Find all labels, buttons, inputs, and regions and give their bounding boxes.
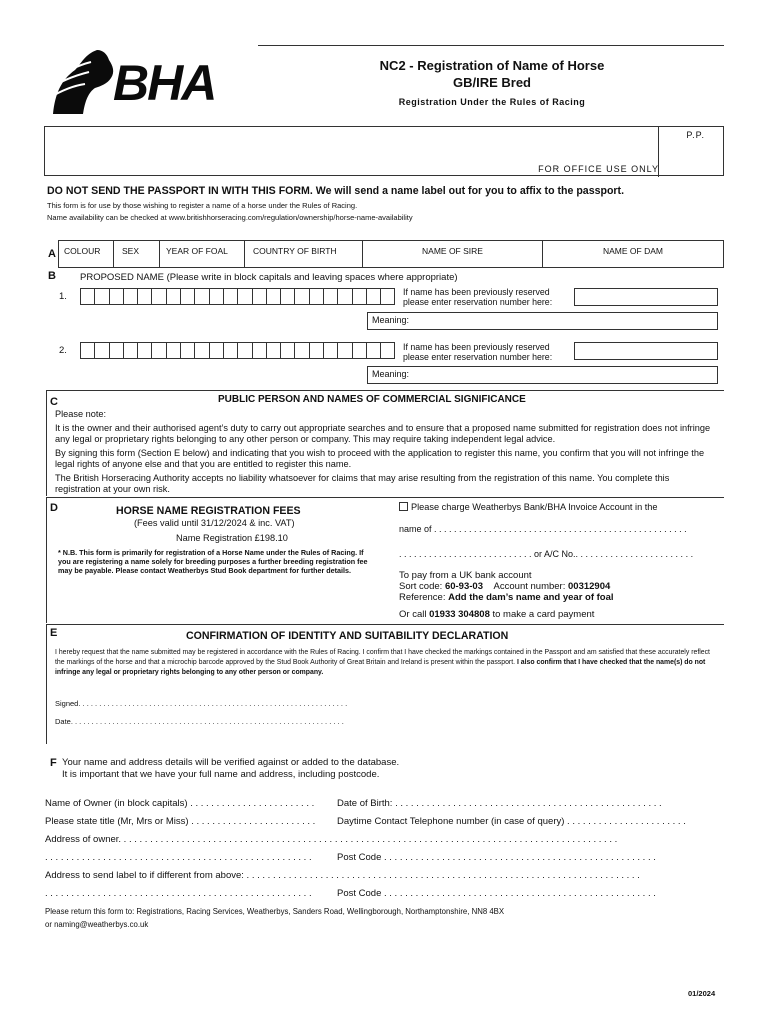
section-c-para-1: It is the owner and their authorised agent’s duty to carry out appropriate searches and to ensure that a proposed name submitted for registration does not infringe any legal or proprietary rights belonging to any other person or company. This may require taking independent legal advice. [55, 423, 711, 444]
label-address-field[interactable]: Address to send label to if different from above: . . . . . . . . . . . . . . . . . . . . . . . . . . . . . . . . . . . . . . . . . . . . . . . . . . . . . . . . . . . . . . . . . . . . . . . . . . . [45, 870, 640, 881]
owner-address-line-2[interactable]: . . . . . . . . . . . . . . . . . . . . . . . . . . . . . . . . . . . . . . . . . . . . . . . . . . . [45, 852, 312, 863]
section-e-letter: E [50, 627, 58, 639]
return-email[interactable]: or naming@weatherbys.co.uk [45, 920, 149, 929]
sort-code-value: 60-93-03 [444, 581, 483, 592]
label-postcode-field[interactable]: Post Code . . . . . . . . . . . . . . . . . . . . . . . . . . . . . . . . . . . . . . . . . . . . . . . . . . . . [337, 888, 656, 899]
section-a-letter: A [48, 248, 56, 260]
section-c-heading: PUBLIC PERSON AND NAMES OF COMMERCIAL SIGNIFICANCE [218, 394, 526, 405]
invoice-checkbox[interactable] [399, 502, 408, 511]
section-c-para-3: The British Horseracing Authority accepts no liability whatsoever for claims that may arise resulting from the registration of this name. You complete this registration at your own risk. [55, 473, 670, 494]
reference-line [399, 592, 614, 603]
owner-name-field[interactable]: Name of Owner (in block capitals) . . . . . . . . . . . . . . . . . . . . . . . . [45, 798, 315, 809]
reference-value: Add the dam’s name and year of foal [448, 592, 614, 603]
horse-head-icon [45, 44, 117, 116]
owner-address-field[interactable]: Address of owner. . . . . . . . . . . . . . . . . . . . . . . . . . . . . . . . . . . . . . . . . . . . . . . . . . . . . . . . . . . . . . . . . . . . . . . . . . . . . . . . . . . . . . . . . . . . . . . [45, 834, 618, 845]
name-of-dam-column[interactable]: NAME OF DAM [603, 246, 663, 256]
choice-1-meaning-input[interactable] [367, 312, 718, 330]
card-payment-phone[interactable]: 01933 304808 [429, 609, 490, 620]
card-payment-suffix: to make a card payment [492, 609, 595, 620]
reserved-line-2: please enter reservation number here: [403, 352, 553, 362]
fees-heading: HORSE NAME REGISTRATION FEES [116, 505, 301, 517]
fees-valid-text: (Fees valid until 31/12/2024 & inc. VAT) [134, 518, 295, 528]
meaning-label: Meaning: [372, 369, 410, 379]
bank-details-line [399, 581, 610, 592]
date-field[interactable]: Date. . . . . . . . . . . . . . . . . . . . . . . . . . . . . . . . . . . . . . . . . . . . . . . . . . . . . . . . . . . . . . . . . . [55, 717, 344, 726]
choice-2-number: 2. [59, 345, 67, 356]
title-field[interactable]: Please state title (Mr, Mrs or Miss) . . . . . . . . . . . . . . . . . . . . . . . . [45, 816, 316, 827]
owner-postcode-field[interactable]: Post Code . . . . . . . . . . . . . . . . . . . . . . . . . . . . . . . . . . . . . . . . . . . . . . . . . . . . [337, 852, 656, 863]
section-f-line-2: It is important that we have your full name and address, including postcode. [62, 769, 380, 780]
passport-notice: DO NOT SEND THE PASSPORT IN WITH THIS FORM. We will send a name label out for you to affix to the passport. [47, 185, 625, 197]
section-a-left-rule [58, 240, 59, 268]
colour-column[interactable]: COLOUR [58, 241, 114, 267]
reference-label: Reference: [399, 592, 446, 603]
pp-divider [658, 127, 659, 177]
invoice-charge-label: Please charge Weatherbys Bank/BHA Invoice Account in the [411, 502, 658, 512]
section-c-para-2: By signing this form (Section E below) and indicating that you wish to proceed with the application to register this name, you confirm that you will not infringe the legal rights of anyone else and that you are entitled to register this name. [55, 448, 705, 469]
uk-bank-heading: To pay from a UK bank account [399, 570, 532, 581]
header-rule [258, 45, 724, 46]
section-f-letter: F [50, 757, 57, 769]
choice-1-letter-boxes[interactable] [80, 288, 395, 305]
form-subtitle-bred: GB/IRE Bred [452, 75, 531, 90]
choice-1-reserved-text [403, 287, 552, 307]
country-of-birth-column[interactable]: COUNTRY OF BIRTH [245, 241, 363, 267]
fee-amount: Name Registration £198.10 [176, 533, 288, 543]
or-call-label: Or call [399, 609, 427, 620]
reserved-line-2: please enter reservation number here: [403, 297, 553, 307]
section-c-please-note: Please note: [55, 409, 107, 419]
section-b-letter: B [48, 270, 56, 282]
bha-logo [45, 44, 240, 116]
meaning-label: Meaning: [372, 315, 410, 325]
reserved-line-1: If name has been previously reserved [403, 287, 550, 297]
form-version: 01/2024 [688, 989, 716, 998]
form-title: NC2 - Registration of Name of Horse [379, 58, 605, 73]
account-number-label: Account number: [493, 581, 566, 592]
pp-label: P.P. [686, 130, 705, 140]
declaration-body-bold: I also confirm that I have checked that the name(s) do not infringe any legal or proprietary rights belonging to any other person or company. [55, 659, 706, 676]
section-c-letter: C [50, 396, 58, 408]
reserved-line-1: If name has been previously reserved [403, 342, 550, 352]
choice-2-reserved-text [403, 342, 552, 362]
account-number-field[interactable]: . . . . . . . . . . . . . . . . . . . . . . . . . . . or A/C No.. . . . . . . . . . . . . . . . . . . . . . . . [399, 549, 694, 559]
breeding-nb: * N.B. This form is primarily for registration of a Horse Name under the Rules of Racing. If you are registering a name solely for breeding purposes a further breeding registration fee may be payable. Please contact Weatherbys Stud Book department for further details. [58, 548, 368, 575]
choice-1-number: 1. [59, 291, 67, 302]
dob-field[interactable]: Date of Birth: . . . . . . . . . . . . . . . . . . . . . . . . . . . . . . . . . . . . . . . . . . . . . . . . . . . [337, 798, 662, 809]
choice-2-letter-boxes[interactable] [80, 342, 395, 359]
sort-code-label: Sort code: [399, 581, 443, 592]
account-number-value: 00312904 [568, 581, 611, 592]
availability-note: Name availability can be checked at www.britishhorseracing.com/regulation/ownership/horse-name-availability [47, 213, 413, 222]
office-use-box [44, 126, 724, 176]
invoice-checkbox-row[interactable] [399, 502, 658, 512]
form-subtitle: Registration Under the Rules of Racing [398, 97, 586, 107]
label-address-line-2[interactable]: . . . . . . . . . . . . . . . . . . . . . . . . . . . . . . . . . . . . . . . . . . . . . . . . . . . [45, 888, 312, 899]
choice-2-reservation-input[interactable] [574, 342, 718, 360]
section-e-box [46, 624, 724, 744]
card-payment-line [399, 609, 594, 620]
section-d-letter: D [50, 502, 58, 514]
section-f-line-1: Your name and address details will be verified against or added to the database. [62, 757, 400, 768]
invoice-name-field[interactable]: name of . . . . . . . . . . . . . . . . . . . . . . . . . . . . . . . . . . . . . . . . . . . . . . . . . . . [399, 524, 687, 534]
bha-logo-text: BHA [113, 55, 216, 111]
choice-2-meaning-input[interactable] [367, 366, 718, 384]
choice-1-reservation-input[interactable] [574, 288, 718, 306]
declaration-text [55, 648, 717, 678]
declaration-body: I hereby request that the name submitted may be registered in accordance with the Rules of Racing. I confirm that I have checked the markings contained in the Passport and am satisfied that these accurately reflect the markings of the horse and that a microchip barcode approved by the Stud Book Authority of Great Britain and Ireland is present within the passport. [55, 649, 710, 666]
declaration-heading: CONFIRMATION OF IDENTITY AND SUITABILITY DECLARATION [186, 630, 509, 642]
horse-details-table [58, 240, 724, 268]
signature-field[interactable]: Signed. . . . . . . . . . . . . . . . . . . . . . . . . . . . . . . . . . . . . . . . . . . . . . . . . . . . . . . . . . . . . . . . . [55, 699, 348, 708]
sex-column[interactable]: SEX [114, 241, 160, 267]
return-address: Please return this form to: Registrations, Racing Services, Weatherbys, Sanders Road, Wellingborough, Northamptonshire, NN8 4BX [45, 907, 505, 916]
office-use-label: FOR OFFICE USE ONLY [538, 164, 659, 174]
year-of-foal-column[interactable]: YEAR OF FOAL [160, 241, 245, 267]
usage-note: This form is for use by those wishing to register a name of a horse under the Rules of Racing. [47, 201, 358, 210]
proposed-name-heading: PROPOSED NAME (Please write in block capitals and leaving spaces where appropriate) [80, 272, 458, 283]
phone-field[interactable]: Daytime Contact Telephone number (in case of query) . . . . . . . . . . . . . . . . . . . . . . . [337, 816, 686, 827]
name-of-sire-column[interactable]: NAME OF SIRE [363, 241, 543, 267]
